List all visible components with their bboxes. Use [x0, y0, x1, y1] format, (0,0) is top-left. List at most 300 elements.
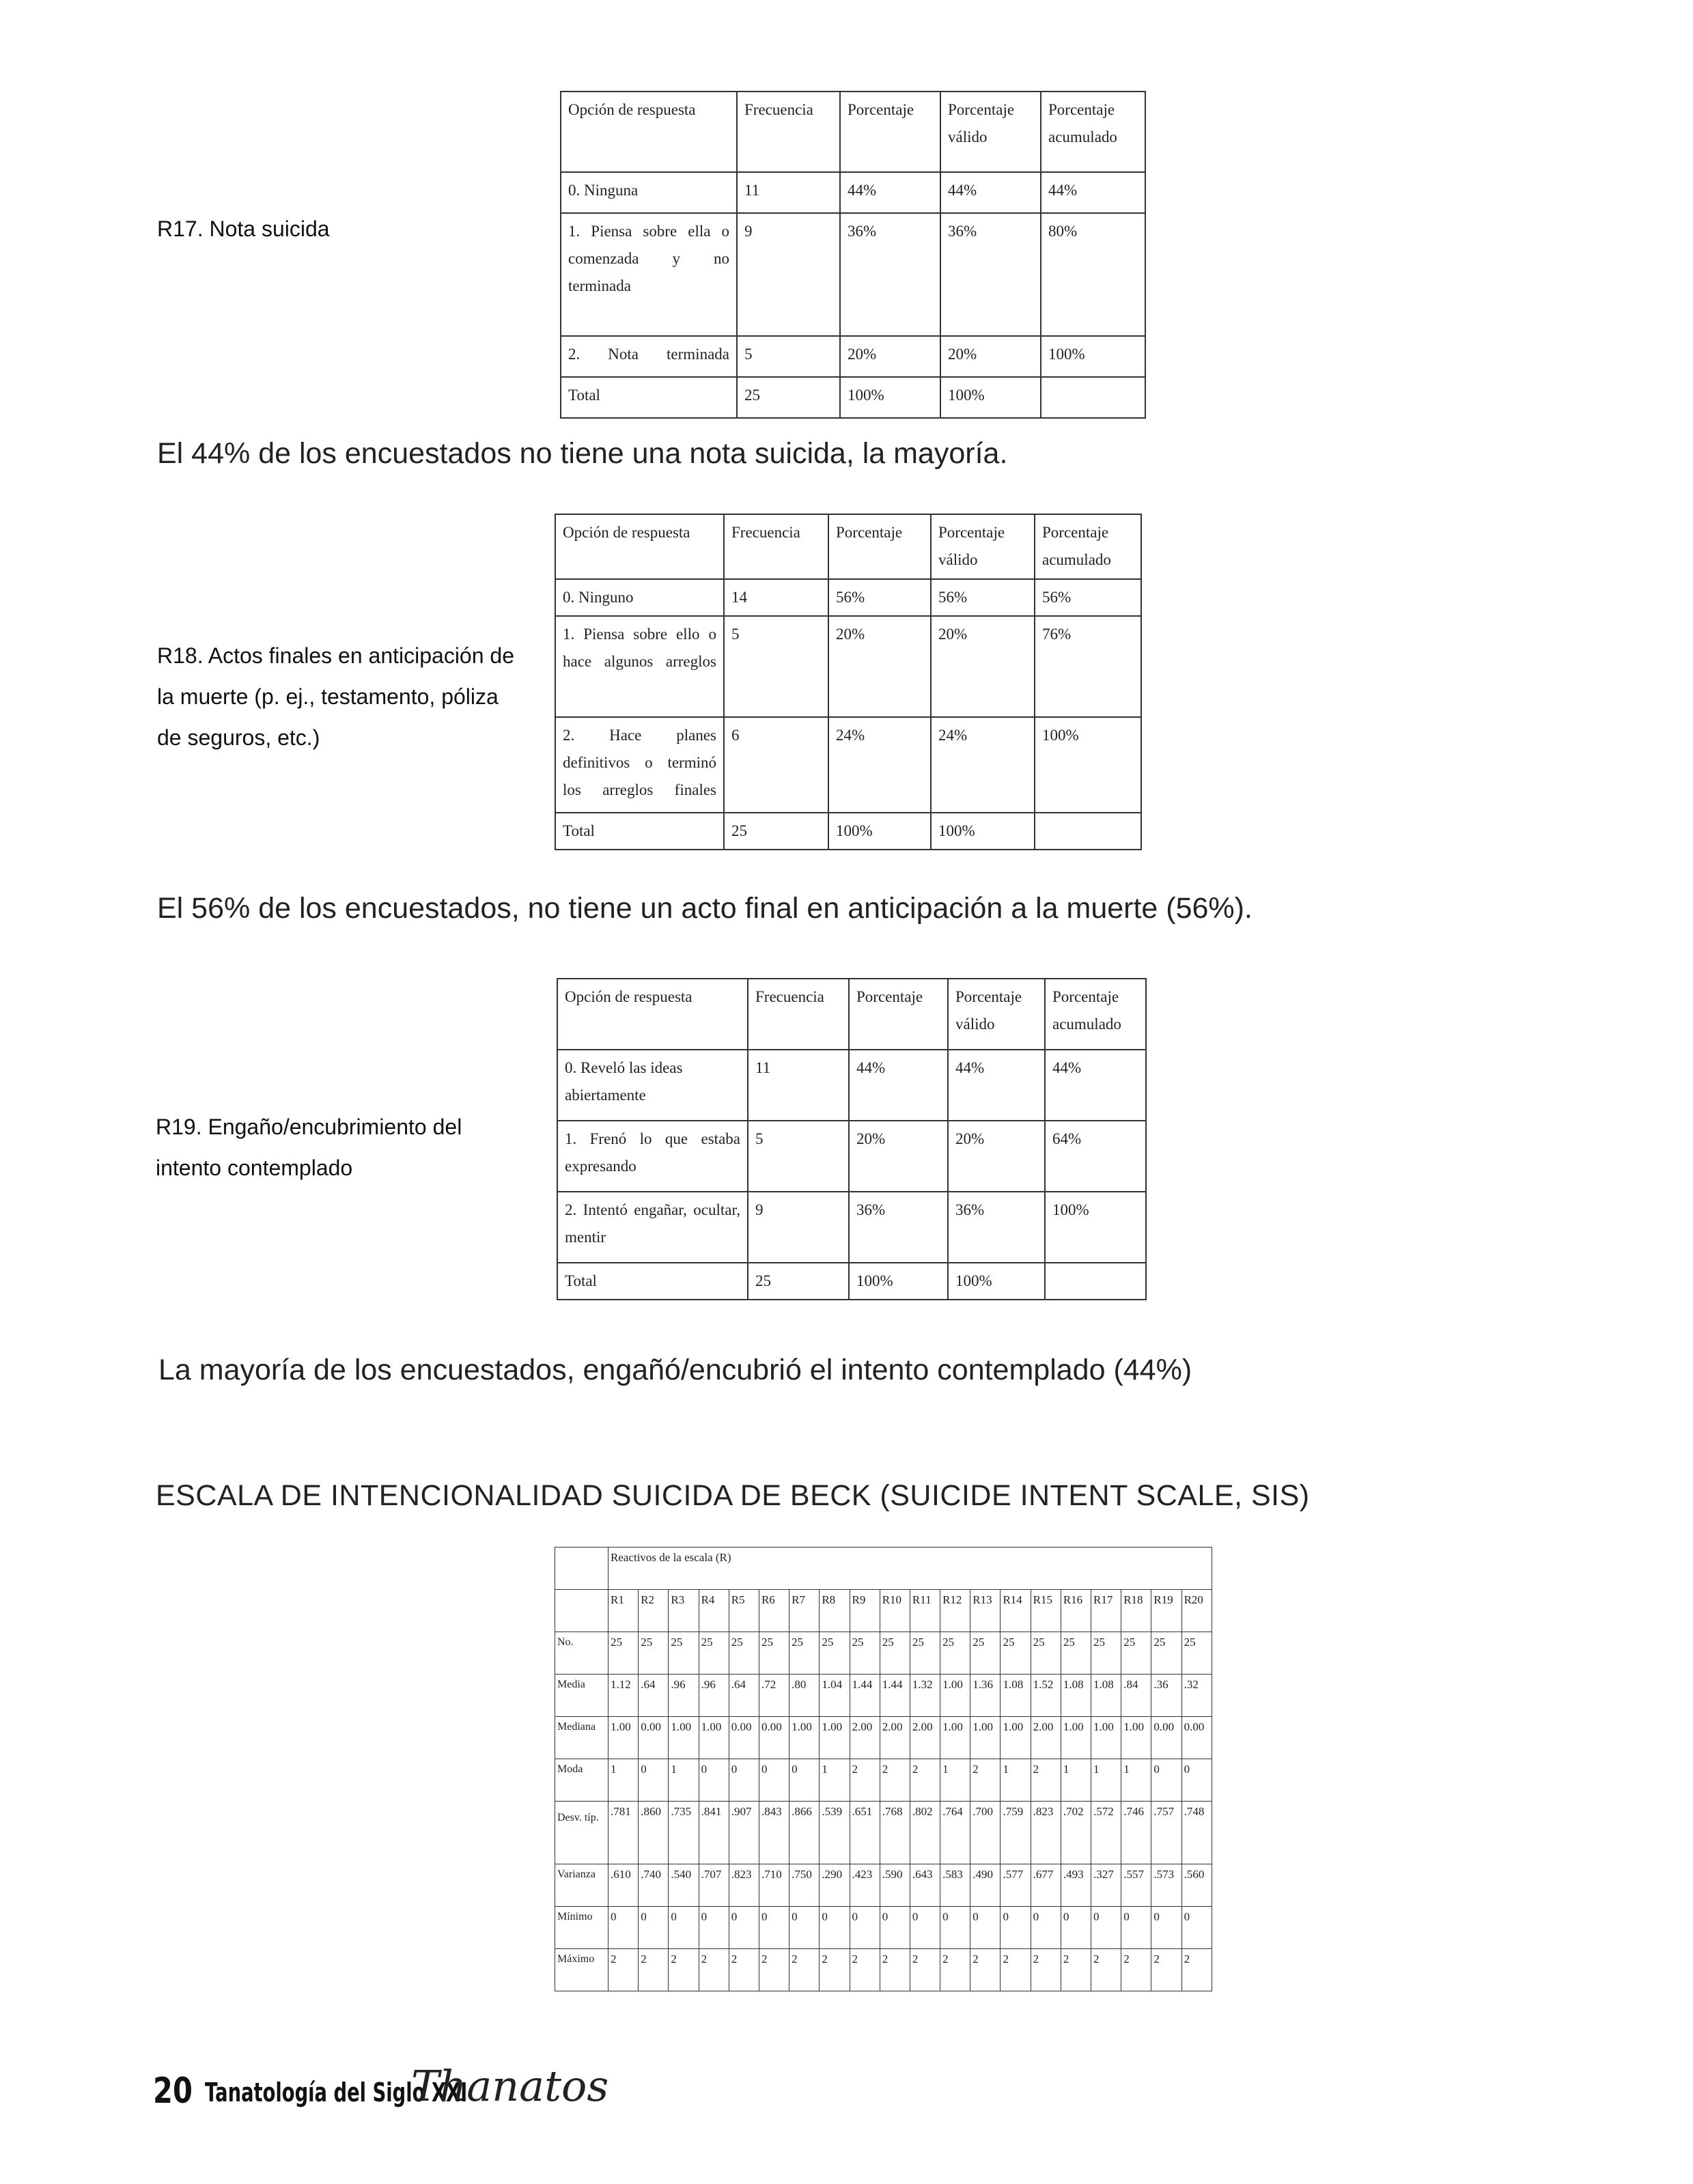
table-header-row [561, 92, 1145, 172]
table-row [561, 213, 1145, 336]
value-cell: 1.00 [1121, 1717, 1151, 1759]
empty-corner-cell [555, 1590, 608, 1632]
value-cell: 0.00 [759, 1717, 789, 1759]
value-cell: 25 [820, 1632, 850, 1675]
column-header: Porcentaje válido [948, 979, 1045, 1050]
value-cell: 1.32 [910, 1675, 940, 1717]
value-cell: 0 [880, 1907, 910, 1949]
value-cell: 20% [940, 336, 1041, 377]
value-cell: 1 [1061, 1759, 1091, 1802]
value-cell: .423 [850, 1864, 880, 1907]
value-cell: 2 [1151, 1949, 1181, 1991]
column-header: Opción de respuesta [557, 979, 748, 1050]
row-label: Mínimo [555, 1907, 608, 1949]
table-row [557, 1263, 1146, 1300]
value-cell: .651 [850, 1802, 880, 1864]
response-option-cell: 2. Nota terminada [561, 336, 737, 377]
value-cell: 0 [789, 1907, 820, 1949]
column-header: R4 [699, 1590, 729, 1632]
value-cell: .907 [729, 1802, 759, 1864]
value-cell: 2 [789, 1949, 820, 1991]
value-cell: 1.52 [1031, 1675, 1061, 1717]
value-cell: 1.00 [1001, 1717, 1031, 1759]
column-header: Porcentaje [849, 979, 948, 1050]
value-cell: .860 [639, 1802, 669, 1864]
response-option-cell: Total [555, 813, 724, 850]
value-cell: 20% [948, 1121, 1045, 1192]
value-cell: .746 [1121, 1802, 1151, 1864]
column-header: R7 [789, 1590, 820, 1632]
value-cell: 2 [1181, 1949, 1212, 1991]
value-cell: .64 [729, 1675, 759, 1717]
column-header: Frecuencia [737, 92, 840, 172]
value-cell: 2 [850, 1949, 880, 1991]
value-cell: 25 [970, 1632, 1001, 1675]
value-cell: 1 [669, 1759, 699, 1802]
table-row [555, 717, 1141, 813]
page-number: 20 [153, 2071, 193, 2112]
table-row [557, 1121, 1146, 1192]
value-cell: .327 [1091, 1864, 1121, 1907]
table-row [561, 172, 1145, 213]
value-cell: 0 [1091, 1907, 1121, 1949]
value-cell: .590 [880, 1864, 910, 1907]
value-cell: 24% [828, 717, 931, 813]
value-cell: .707 [699, 1864, 729, 1907]
column-header: Frecuencia [724, 514, 828, 579]
column-header: Porcentaje [828, 514, 931, 579]
value-cell: 100% [1041, 336, 1145, 377]
column-header: Porcentaje acumulado [1045, 979, 1146, 1050]
value-cell: .572 [1091, 1802, 1121, 1864]
value-cell: 0 [639, 1907, 669, 1949]
value-cell: .702 [1061, 1802, 1091, 1864]
value-cell: 2.00 [1031, 1717, 1061, 1759]
value-cell: 1.08 [1001, 1675, 1031, 1717]
value-cell: .577 [1001, 1864, 1031, 1907]
table-row [555, 813, 1141, 850]
publication-brand-logo: Thanatos [411, 2061, 609, 2111]
value-cell: .740 [639, 1864, 669, 1907]
value-cell: .764 [940, 1802, 970, 1864]
response-option-cell: Total [561, 377, 737, 418]
table-row [555, 1864, 1212, 1907]
value-cell: .32 [1181, 1675, 1212, 1717]
value-cell: .781 [608, 1802, 639, 1864]
value-cell: 25 [910, 1632, 940, 1675]
table-row [555, 1632, 1212, 1675]
row-label: Mediana [555, 1717, 608, 1759]
value-cell: 0 [759, 1759, 789, 1802]
value-cell: 0 [820, 1907, 850, 1949]
table-row [561, 336, 1145, 377]
value-cell: 25 [748, 1263, 849, 1300]
value-cell: 2 [850, 1759, 880, 1802]
value-cell: .64 [639, 1675, 669, 1717]
value-cell: 100% [940, 377, 1041, 418]
value-cell: 2 [910, 1759, 940, 1802]
value-cell: 1.44 [850, 1675, 880, 1717]
value-cell: .823 [1031, 1802, 1061, 1864]
table-row [555, 579, 1141, 616]
value-cell: .768 [880, 1802, 910, 1864]
value-cell: 1.00 [1091, 1717, 1121, 1759]
value-cell: 44% [1041, 172, 1145, 213]
value-cell: 25 [850, 1632, 880, 1675]
value-cell: .677 [1031, 1864, 1061, 1907]
response-option-cell: 1. Piensa sobre ella o comenzada y no terminada [561, 213, 737, 336]
column-header: Porcentaje acumulado [1035, 514, 1141, 579]
value-cell: 2 [608, 1949, 639, 1991]
r19-table [557, 978, 1147, 1300]
column-header: R6 [759, 1590, 789, 1632]
value-cell: 1.04 [820, 1675, 850, 1717]
row-label: No. [555, 1632, 608, 1675]
table-row [555, 1675, 1212, 1717]
response-option-cell: Total [557, 1263, 748, 1300]
value-cell: 25 [1001, 1632, 1031, 1675]
table-row [557, 1192, 1146, 1263]
column-header: Porcentaje [840, 92, 940, 172]
value-cell: 44% [840, 172, 940, 213]
value-cell: 11 [748, 1050, 849, 1121]
value-cell: 2 [669, 1949, 699, 1991]
value-cell: 36% [940, 213, 1041, 336]
column-header: R17 [1091, 1590, 1121, 1632]
value-cell: 44% [940, 172, 1041, 213]
row-label: Moda [555, 1759, 608, 1802]
row-label: Máximo [555, 1949, 608, 1991]
table-row [555, 616, 1141, 717]
value-cell: .573 [1151, 1864, 1181, 1907]
value-cell: 100% [931, 813, 1035, 850]
table-row [557, 1050, 1146, 1121]
value-cell: 44% [849, 1050, 948, 1121]
column-header: R19 [1151, 1590, 1181, 1632]
value-cell: 44% [948, 1050, 1045, 1121]
value-cell: 0 [1031, 1907, 1061, 1949]
response-option-cell: 2. Hace planes definitivos o terminó los arreglos finales [555, 717, 724, 813]
column-header: Porcentaje acumulado [1041, 92, 1145, 172]
value-cell: 1.00 [699, 1717, 729, 1759]
value-cell: 1.00 [789, 1717, 820, 1759]
value-cell: 0.00 [639, 1717, 669, 1759]
value-cell: 25 [1091, 1632, 1121, 1675]
value-cell: 25 [724, 813, 828, 850]
value-cell: 1 [608, 1759, 639, 1802]
value-cell: .748 [1181, 1802, 1212, 1864]
value-cell [1045, 1263, 1146, 1300]
value-cell: 0.00 [1151, 1717, 1181, 1759]
value-cell: .735 [669, 1802, 699, 1864]
group-header-cell: Reactivos de la escala (R) [608, 1548, 1212, 1590]
r17-table [560, 91, 1146, 419]
column-header: R1 [608, 1590, 639, 1632]
table-header-row [555, 514, 1141, 579]
value-cell: 0 [1001, 1907, 1031, 1949]
value-cell: 9 [748, 1192, 849, 1263]
value-cell: 25 [940, 1632, 970, 1675]
value-cell: .841 [699, 1802, 729, 1864]
value-cell: 0 [970, 1907, 1001, 1949]
column-header: R12 [940, 1590, 970, 1632]
column-header: R15 [1031, 1590, 1061, 1632]
value-cell: 56% [931, 579, 1035, 616]
value-cell: 14 [724, 579, 828, 616]
value-cell: 0 [1181, 1907, 1212, 1949]
value-cell: 1.00 [940, 1675, 970, 1717]
value-cell: 2 [910, 1949, 940, 1991]
value-cell: 36% [948, 1192, 1045, 1263]
value-cell: 25 [608, 1632, 639, 1675]
beck-heading: ESCALA DE INTENCIONALIDAD SUICIDA DE BECK (SUICIDE INTENT SCALE, SIS) [156, 1479, 1310, 1512]
value-cell: 2 [940, 1949, 970, 1991]
value-cell: 36% [840, 213, 940, 336]
value-cell: 2.00 [850, 1717, 880, 1759]
value-cell: 2 [729, 1949, 759, 1991]
value-cell: 25 [880, 1632, 910, 1675]
value-cell: 2 [880, 1949, 910, 1991]
response-option-cell: 0. Ninguno [555, 579, 724, 616]
value-cell: 25 [789, 1632, 820, 1675]
value-cell: 0.00 [729, 1717, 759, 1759]
value-cell: .540 [669, 1864, 699, 1907]
value-cell: 76% [1035, 616, 1141, 717]
value-cell: 36% [849, 1192, 948, 1263]
value-cell: 2 [759, 1949, 789, 1991]
value-cell: .72 [759, 1675, 789, 1717]
table-header-row [557, 979, 1146, 1050]
value-cell: 0 [789, 1759, 820, 1802]
value-cell: 100% [1045, 1192, 1146, 1263]
column-header: Opción de respuesta [561, 92, 737, 172]
response-option-cell: 2. Intentó engañar, ocultar, mentir [557, 1192, 748, 1263]
value-cell: 1.00 [1061, 1717, 1091, 1759]
table-row [555, 1759, 1212, 1802]
value-cell: 0 [669, 1907, 699, 1949]
value-cell: .557 [1121, 1864, 1151, 1907]
column-header: R20 [1181, 1590, 1212, 1632]
value-cell: .539 [820, 1802, 850, 1864]
value-cell: 2.00 [910, 1717, 940, 1759]
value-cell: 2 [699, 1949, 729, 1991]
column-header: R8 [820, 1590, 850, 1632]
value-cell: 1.44 [880, 1675, 910, 1717]
value-cell: 2 [1061, 1949, 1091, 1991]
value-cell: .610 [608, 1864, 639, 1907]
value-cell: 0 [1121, 1907, 1151, 1949]
value-cell: 0 [729, 1907, 759, 1949]
value-cell: .493 [1061, 1864, 1091, 1907]
value-cell: 0 [940, 1907, 970, 1949]
value-cell: 2 [1031, 1949, 1061, 1991]
value-cell: 100% [948, 1263, 1045, 1300]
value-cell: 1.00 [669, 1717, 699, 1759]
value-cell: 11 [737, 172, 840, 213]
value-cell: 1 [940, 1759, 970, 1802]
value-cell: .759 [1001, 1802, 1031, 1864]
column-header: R18 [1121, 1590, 1151, 1632]
value-cell: 0 [910, 1907, 940, 1949]
value-cell: 0 [608, 1907, 639, 1949]
value-cell: 0 [1061, 1907, 1091, 1949]
value-cell: 25 [729, 1632, 759, 1675]
r17-label: R17. Nota suicida [157, 216, 330, 241]
value-cell: 2 [1121, 1949, 1151, 1991]
value-cell: 2 [970, 1949, 1001, 1991]
value-cell: 80% [1041, 213, 1145, 336]
value-cell: 24% [931, 717, 1035, 813]
value-cell: 2 [639, 1949, 669, 1991]
value-cell: 1 [820, 1759, 850, 1802]
value-cell: .750 [789, 1864, 820, 1907]
value-cell: 1.12 [608, 1675, 639, 1717]
value-cell: 1 [1121, 1759, 1151, 1802]
value-cell: 1 [1001, 1759, 1031, 1802]
value-cell: .560 [1181, 1864, 1212, 1907]
value-cell: 100% [840, 377, 940, 418]
r18-label: R18. Actos finales en anticipación de la muerte (p. ej., testamento, póliza de seguros, etc.) [157, 643, 514, 750]
value-cell: 20% [931, 616, 1035, 717]
value-cell: 0 [1151, 1759, 1181, 1802]
r17-summary: El 44% de los encuestados no tiene una nota suicida, la mayoría. [157, 437, 1008, 470]
value-cell: 1 [1091, 1759, 1121, 1802]
value-cell: 1.08 [1061, 1675, 1091, 1717]
value-cell: 2 [1031, 1759, 1061, 1802]
value-cell: 1.00 [940, 1717, 970, 1759]
column-header: R16 [1061, 1590, 1091, 1632]
value-cell: 25 [1121, 1632, 1151, 1675]
value-cell: 1.00 [820, 1717, 850, 1759]
value-cell: 0 [699, 1759, 729, 1802]
value-cell: 100% [828, 813, 931, 850]
value-cell: 100% [849, 1263, 948, 1300]
value-cell: 100% [1035, 717, 1141, 813]
value-cell: .710 [759, 1864, 789, 1907]
response-option-cell: 0. Reveló las ideas abiertamente [557, 1050, 748, 1121]
value-cell: 20% [840, 336, 940, 377]
response-option-cell: 1. Frenó lo que estaba expresando [557, 1121, 748, 1192]
value-cell: 0 [1181, 1759, 1212, 1802]
value-cell [1041, 377, 1145, 418]
value-cell: 25 [699, 1632, 729, 1675]
column-header: Frecuencia [748, 979, 849, 1050]
value-cell: .36 [1151, 1675, 1181, 1717]
value-cell: .80 [789, 1675, 820, 1717]
value-cell: .643 [910, 1864, 940, 1907]
value-cell: 1.00 [608, 1717, 639, 1759]
value-cell: 9 [737, 213, 840, 336]
value-cell: 25 [1181, 1632, 1212, 1675]
value-cell: 2.00 [880, 1717, 910, 1759]
value-cell: 25 [1151, 1632, 1181, 1675]
value-cell: 56% [828, 579, 931, 616]
table-row [555, 1802, 1212, 1864]
value-cell: 0 [850, 1907, 880, 1949]
column-header: R10 [880, 1590, 910, 1632]
r19-summary: La mayoría de los encuestados, engañó/encubrió el intento contemplado (44%) [158, 1354, 1192, 1386]
column-header: R13 [970, 1590, 1001, 1632]
value-cell: 0 [639, 1759, 669, 1802]
response-option-cell: 1. Piensa sobre ello o hace algunos arreglos [555, 616, 724, 717]
value-cell: 20% [849, 1121, 948, 1192]
column-header: R5 [729, 1590, 759, 1632]
table-row [555, 1717, 1212, 1759]
value-cell: 25 [737, 377, 840, 418]
value-cell: 2 [970, 1759, 1001, 1802]
value-cell: 0 [759, 1907, 789, 1949]
value-cell: 5 [724, 616, 828, 717]
row-label: Desv. típ. [555, 1802, 608, 1864]
value-cell: .843 [759, 1802, 789, 1864]
value-cell: 0 [729, 1759, 759, 1802]
value-cell: .96 [669, 1675, 699, 1717]
row-label: Varianza [555, 1864, 608, 1907]
value-cell: .757 [1151, 1802, 1181, 1864]
value-cell: 64% [1045, 1121, 1146, 1192]
value-cell: 2 [1001, 1949, 1031, 1991]
value-cell: 25 [639, 1632, 669, 1675]
table-row [561, 377, 1145, 418]
value-cell: .290 [820, 1864, 850, 1907]
value-cell [1035, 813, 1141, 850]
column-header: R3 [669, 1590, 699, 1632]
value-cell: 0 [1151, 1907, 1181, 1949]
group-header-row [555, 1548, 1212, 1590]
value-cell: 1.36 [970, 1675, 1001, 1717]
value-cell: 5 [748, 1121, 849, 1192]
value-cell: 1.08 [1091, 1675, 1121, 1717]
value-cell: .802 [910, 1802, 940, 1864]
row-label: Media [555, 1675, 608, 1717]
column-header: R14 [1001, 1590, 1031, 1632]
value-cell: 44% [1045, 1050, 1146, 1121]
empty-corner-cell [555, 1548, 608, 1590]
value-cell: 25 [759, 1632, 789, 1675]
value-cell: 25 [669, 1632, 699, 1675]
r19-label: R19. Engaño/encubrimiento del intento contemplado [156, 1115, 462, 1180]
beck-table [555, 1547, 1212, 1991]
response-option-cell: 0. Ninguna [561, 172, 737, 213]
column-header: Porcentaje válido [931, 514, 1035, 579]
value-cell: .96 [699, 1675, 729, 1717]
publication-title: Tanatología del Siglo XXI [205, 2077, 468, 2108]
value-cell: .84 [1121, 1675, 1151, 1717]
column-header: R9 [850, 1590, 880, 1632]
value-cell: 2 [1091, 1949, 1121, 1991]
value-cell: 2 [820, 1949, 850, 1991]
table-row [555, 1907, 1212, 1949]
column-header: R11 [910, 1590, 940, 1632]
r18-summary: El 56% de los encuestados, no tiene un acto final en anticipación a la muerte (56%). [157, 892, 1253, 925]
value-cell: 1.00 [970, 1717, 1001, 1759]
value-cell: 0.00 [1181, 1717, 1212, 1759]
r18-table [555, 514, 1142, 850]
value-cell: .823 [729, 1864, 759, 1907]
value-cell: .583 [940, 1864, 970, 1907]
value-cell: 25 [1031, 1632, 1061, 1675]
value-cell: 6 [724, 717, 828, 813]
column-header: Opción de respuesta [555, 514, 724, 579]
column-header: Porcentaje válido [940, 92, 1041, 172]
value-cell: 25 [1061, 1632, 1091, 1675]
value-cell: 2 [880, 1759, 910, 1802]
value-cell: 56% [1035, 579, 1141, 616]
value-cell: 5 [737, 336, 840, 377]
value-cell: 20% [828, 616, 931, 717]
table-row [555, 1949, 1212, 1991]
value-cell: .700 [970, 1802, 1001, 1864]
